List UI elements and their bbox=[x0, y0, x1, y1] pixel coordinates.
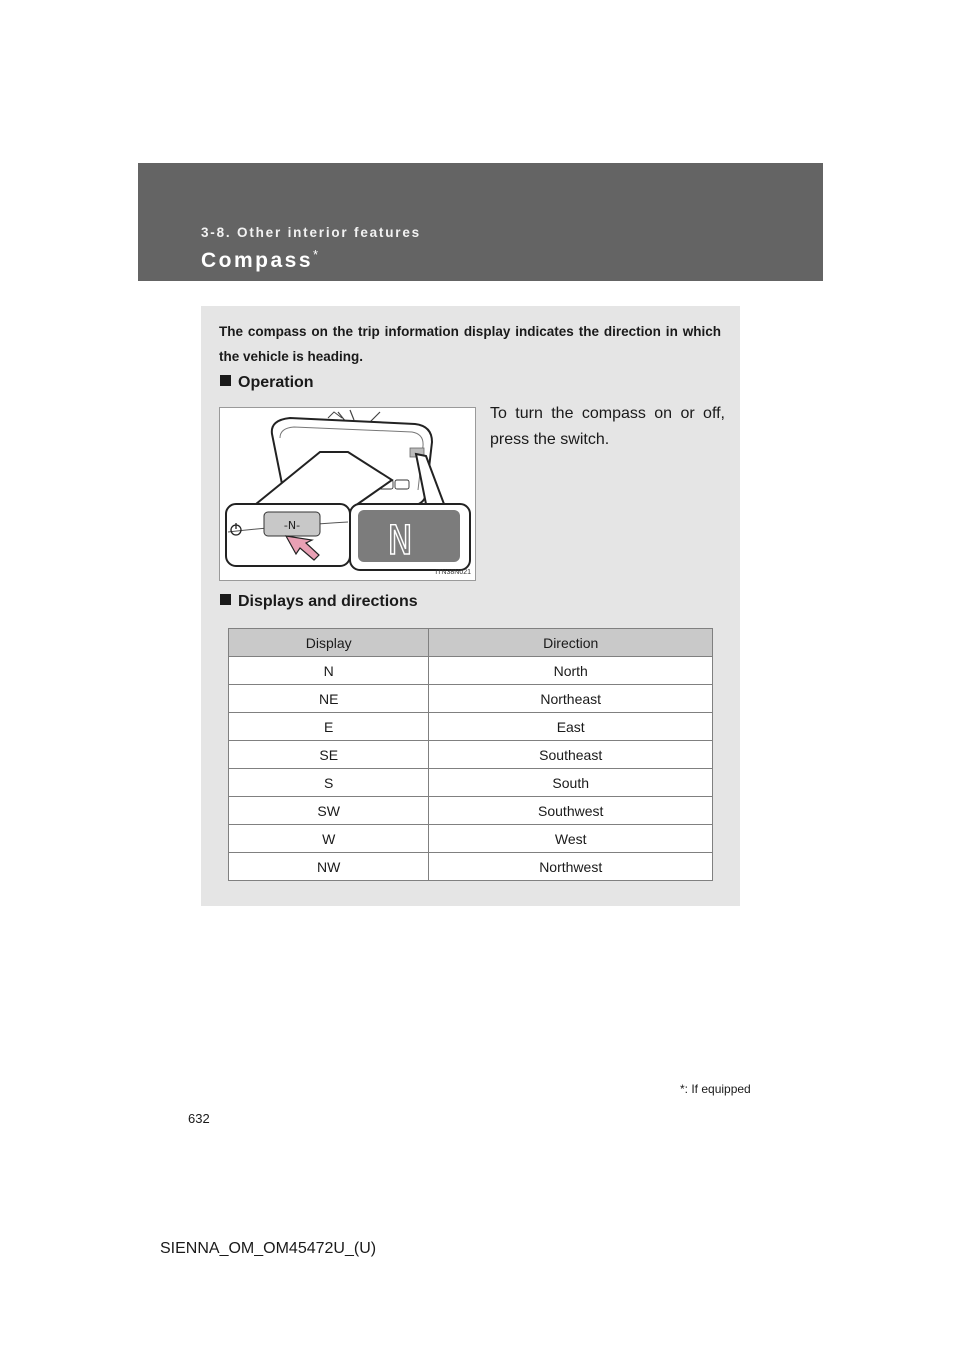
table-row bbox=[229, 853, 713, 881]
table-row bbox=[229, 741, 713, 769]
direction-cell: North bbox=[429, 657, 713, 685]
compass-switch-illustration bbox=[219, 407, 476, 581]
column-header-direction: Direction bbox=[429, 629, 713, 657]
square-bullet-icon bbox=[220, 594, 231, 605]
page-title bbox=[201, 247, 318, 273]
operation-heading bbox=[220, 374, 314, 392]
square-bullet-icon bbox=[220, 375, 231, 386]
table-row bbox=[229, 797, 713, 825]
header-band bbox=[138, 163, 823, 281]
mirror-diagram bbox=[220, 408, 475, 580]
direction-cell: Southwest bbox=[429, 797, 713, 825]
compass-display-letter: N bbox=[387, 518, 413, 564]
display-cell: SE bbox=[229, 741, 429, 769]
table-header-row bbox=[229, 629, 713, 657]
column-header-display: Display bbox=[229, 629, 429, 657]
footnote-mark: * bbox=[680, 1082, 685, 1096]
display-cell: SW bbox=[229, 797, 429, 825]
operation-heading-label: Operation bbox=[238, 374, 314, 391]
direction-cell: South bbox=[429, 769, 713, 797]
display-cell: NE bbox=[229, 685, 429, 713]
svg-text:-N-: -N- bbox=[283, 519, 301, 532]
displays-heading-label: Displays and directions bbox=[238, 593, 418, 610]
table-row bbox=[229, 769, 713, 797]
page-title-text: Compass bbox=[201, 249, 314, 272]
display-cell: E bbox=[229, 713, 429, 741]
intro-text: The compass on the trip information display indicates the direction in which the vehicle is heading. bbox=[219, 324, 721, 364]
section-label: 3-8. Other interior features bbox=[201, 225, 421, 240]
direction-cell: Northeast bbox=[429, 685, 713, 713]
displays-heading bbox=[220, 593, 418, 611]
display-cell: W bbox=[229, 825, 429, 853]
direction-cell: West bbox=[429, 825, 713, 853]
illustration-code: ITN38N021 bbox=[435, 569, 471, 576]
direction-cell: East bbox=[429, 713, 713, 741]
display-cell: S bbox=[229, 769, 429, 797]
table-row bbox=[229, 657, 713, 685]
directions-table bbox=[228, 628, 713, 881]
footnote bbox=[680, 1082, 751, 1096]
operation-text: To turn the compass on or off, press the switch. bbox=[490, 405, 725, 448]
display-cell: NW bbox=[229, 853, 429, 881]
equipped-mark: * bbox=[313, 247, 319, 262]
table-row bbox=[229, 713, 713, 741]
display-cell: N bbox=[229, 657, 429, 685]
document-code: SIENNA_OM_OM45472U_(U) bbox=[160, 1240, 377, 1257]
page-number: 632 bbox=[188, 1111, 210, 1126]
footnote-text: : If equipped bbox=[684, 1082, 751, 1096]
direction-cell: Northwest bbox=[429, 853, 713, 881]
direction-cell: Southeast bbox=[429, 741, 713, 769]
content-box bbox=[201, 306, 740, 906]
table-row bbox=[229, 685, 713, 713]
table-row bbox=[229, 825, 713, 853]
